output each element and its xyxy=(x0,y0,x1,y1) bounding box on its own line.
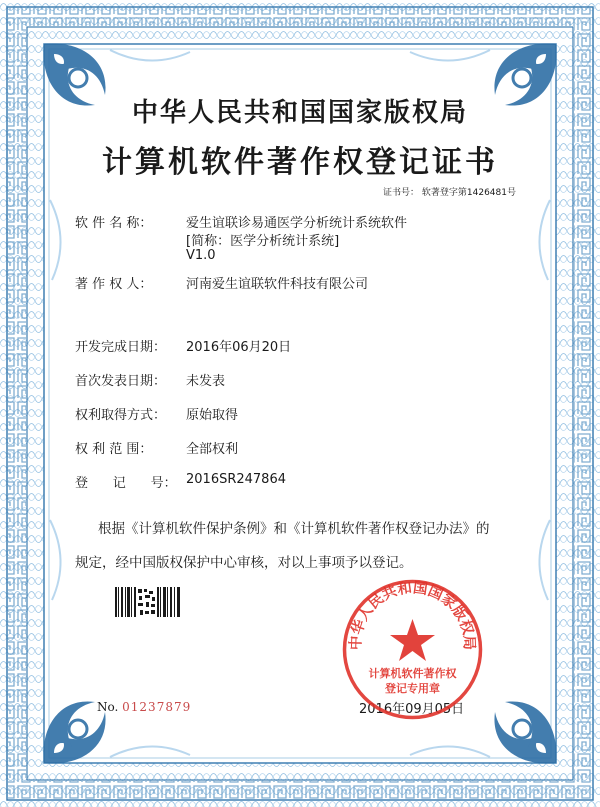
certificate-title: 计算机软件著作权登记证书 xyxy=(102,145,498,180)
serial-prefix: No. xyxy=(97,700,119,714)
svg-text:中华人民共和国国家版权局: 中华人民共和国国家版权局 xyxy=(348,580,477,651)
statement-line-2: 规定，经中国版权保护中心审核，对以上事项予以登记。 xyxy=(75,555,413,571)
rights-scope-label: 权 利 范 围： xyxy=(75,442,153,457)
software-name-label: 软 件 名 称： xyxy=(75,216,153,231)
rights-scope-value: 全部权利 xyxy=(186,442,239,457)
copyright-owner-label: 著 作 权 人： xyxy=(75,277,153,292)
software-short-name: [简称：医学分析统计系统] xyxy=(186,234,340,249)
certificate-number xyxy=(383,185,516,198)
statement-line-1: 根据《计算机软件保护条例》和《计算机软件著作权登记办法》的 xyxy=(98,521,490,537)
certificate-number-label: 证书号： xyxy=(383,188,420,198)
official-seal xyxy=(340,577,485,722)
first-publish-date-label: 首次发表日期： xyxy=(75,374,167,389)
serial-number xyxy=(97,700,191,714)
completion-date-value: 2016年06月20日 xyxy=(186,340,292,355)
svg-text:计算机软件著作权: 计算机软件著作权 xyxy=(368,667,457,680)
software-name-value: 爱生谊联诊易通医学分析统计系统软件 xyxy=(186,216,408,231)
copyright-owner-value: 河南爱生谊联软件科技有限公司 xyxy=(186,277,369,292)
completion-date-label: 开发完成日期： xyxy=(75,340,167,355)
serial-value: 01237879 xyxy=(122,700,192,714)
software-version: V1.0 xyxy=(186,248,216,263)
registration-number-value: 2016SR247864 xyxy=(186,472,286,487)
svg-text:登记专用章: 登记专用章 xyxy=(385,682,440,695)
registration-number-label: 登 记 号： xyxy=(75,476,177,491)
certificate-number-value: 软著登字第1426481号 xyxy=(421,188,516,198)
acquisition-method-value: 原始取得 xyxy=(186,408,239,423)
issue-date: 2016年09月05日 xyxy=(359,702,465,717)
acquisition-method-label: 权利取得方式： xyxy=(75,408,167,423)
first-publish-date-value: 未发表 xyxy=(186,374,226,389)
issuing-authority: 中华人民共和国国家版权局 xyxy=(131,98,468,128)
barcode xyxy=(115,587,181,617)
